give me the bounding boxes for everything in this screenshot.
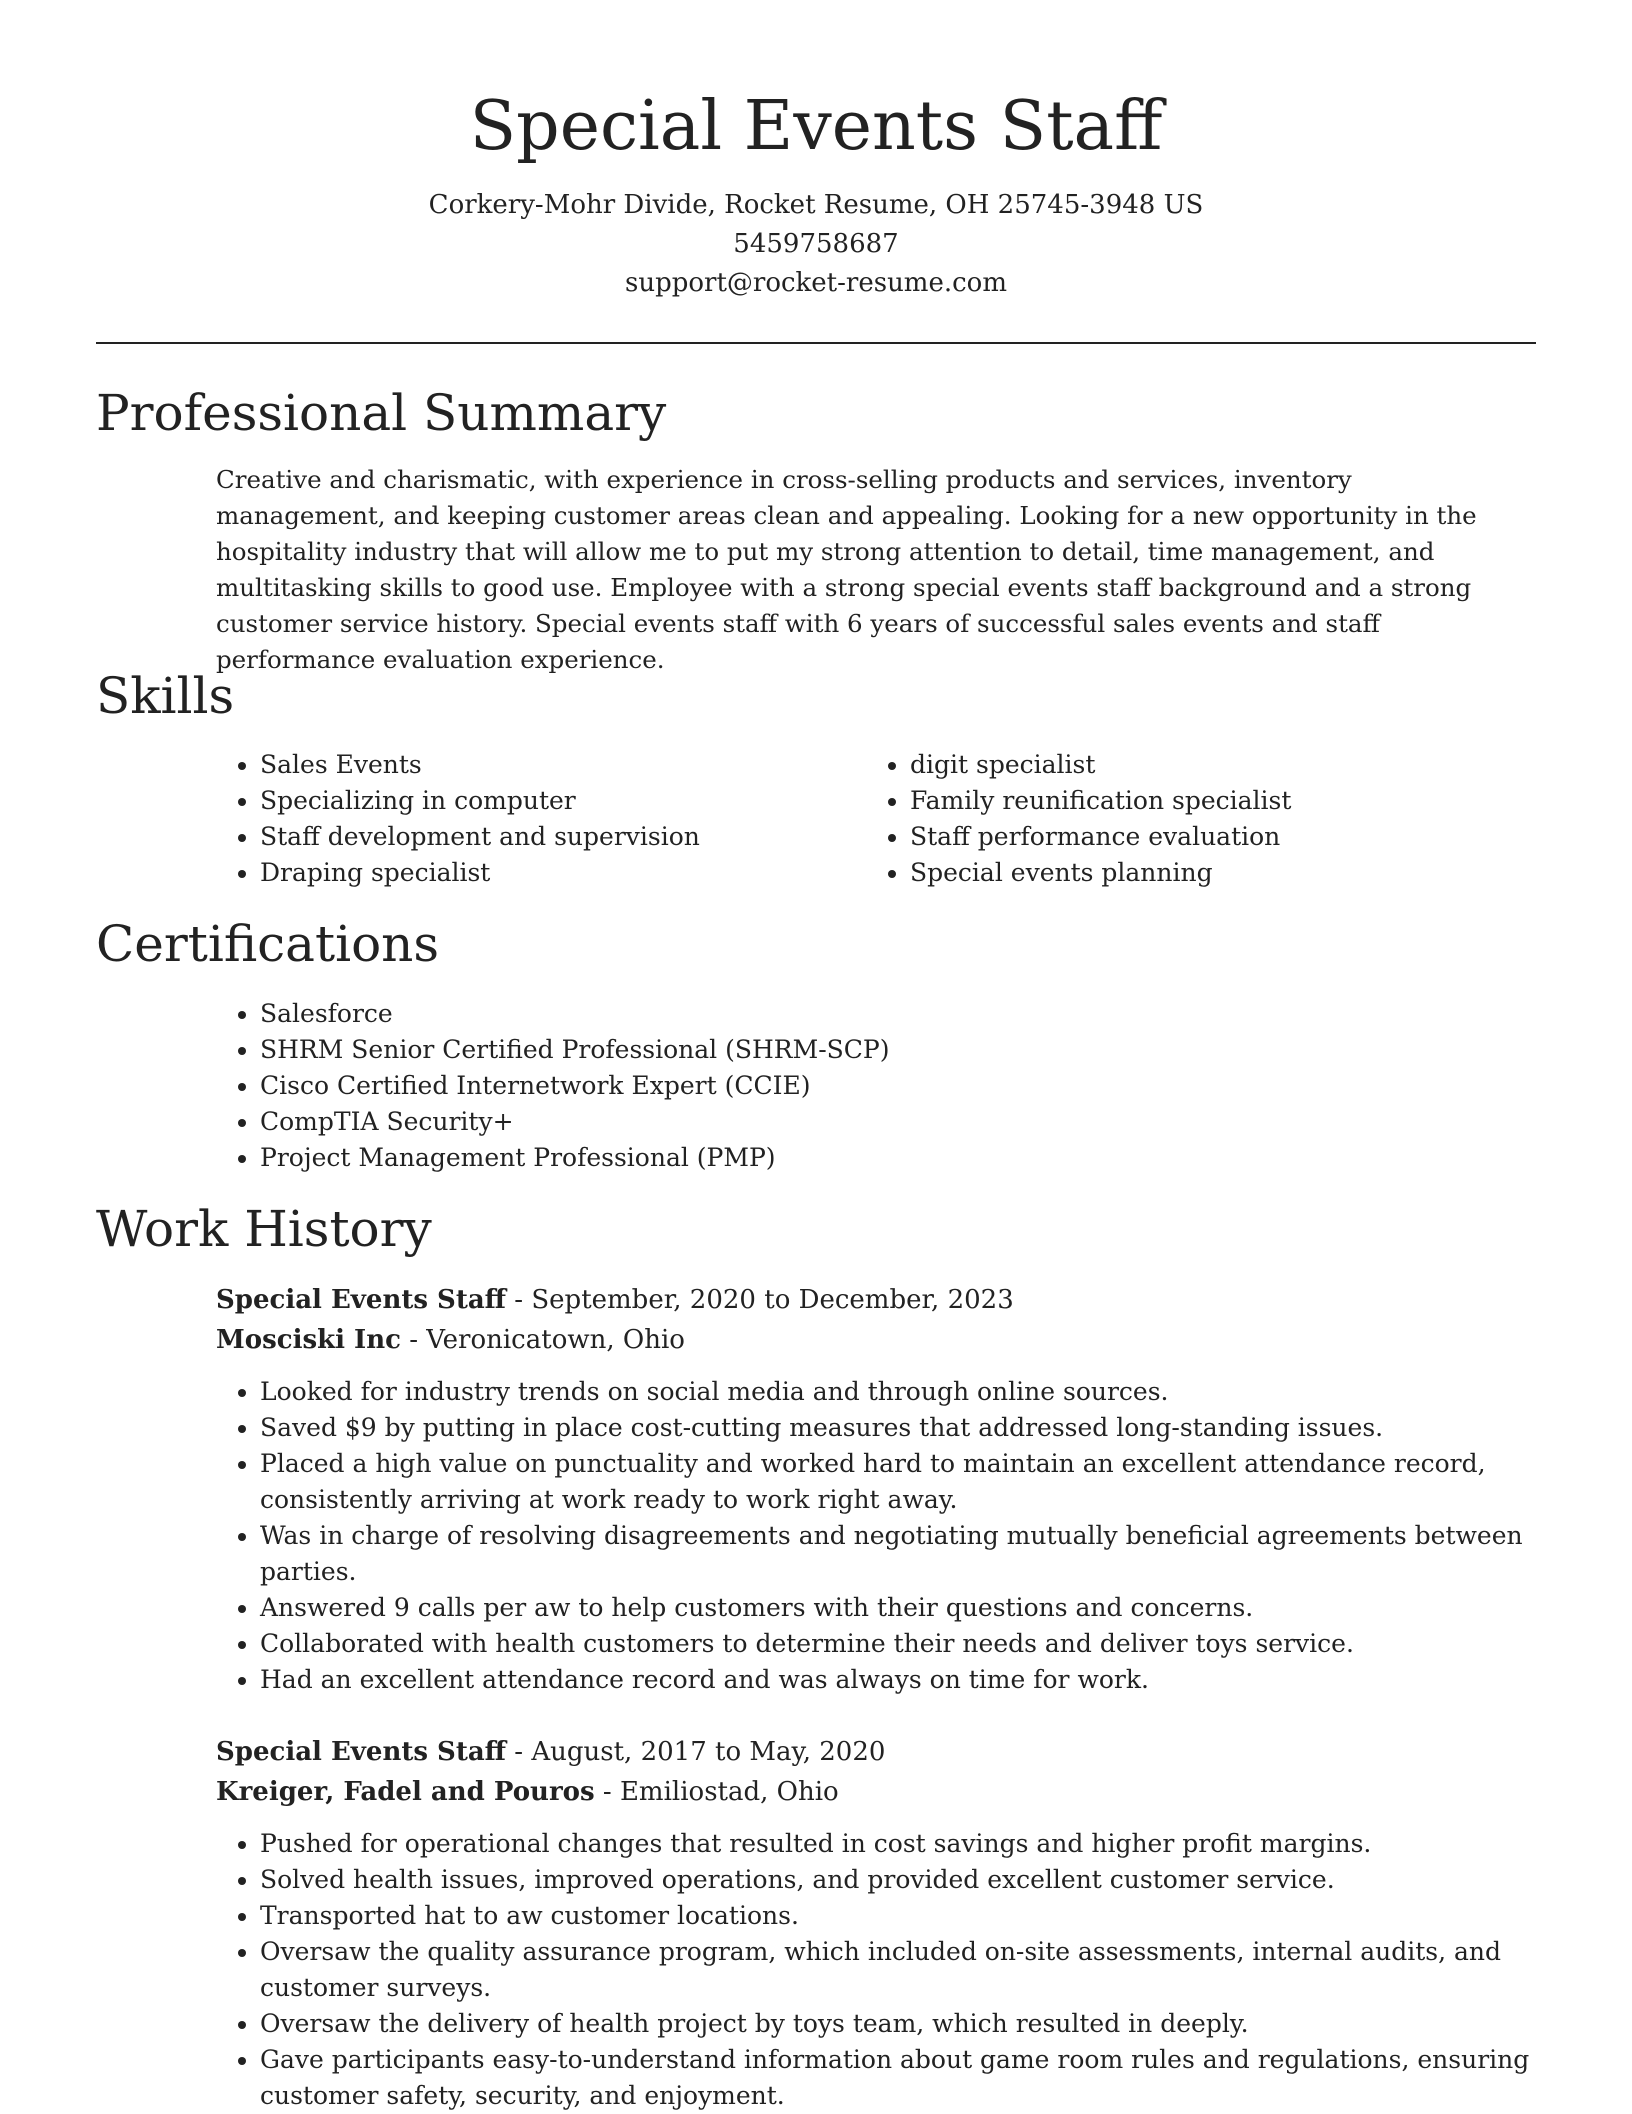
job-bullet: • Saved $9 by putting in place cost-cutting measures that addressed long-standing issues. <box>260 1410 1536 1446</box>
skill-item: • digit specialist <box>910 747 1486 783</box>
summary-text: Creative and charismatic, with experience in cross-selling products and services, inventory management, and keeping customer areas clean and appealing. Looking for a new opportunity in the hospitality industry that will allow me to put my strong attention to detail, time management, and multitasking skills to good use. Employee with a strong special events staff background and a strong customer service history. Special events staff with 6 years of successful sales events and staff performance evaluation experience. <box>216 465 1477 674</box>
certification-item: • Project Management Professional (PMP) <box>260 1140 1516 1176</box>
email: support@rocket-resume.com <box>624 268 1007 298</box>
certification-item: • CompTIA Security+ <box>260 1104 1516 1140</box>
certification-item: • SHRM Senior Certified Professional (SHRM-SCP) <box>260 1032 1516 1068</box>
job-company-line <box>216 1320 1536 1360</box>
skill-item: • Staff development and supervision <box>260 819 836 855</box>
skill-item: • Sales Events <box>260 747 836 783</box>
job-bullets <box>216 1826 1536 2114</box>
address: Corkery-Mohr Divide, Rocket Resume, OH 25745-3948 US <box>428 190 1204 220</box>
job-dates: - September, 2020 to December, 2023 <box>506 1285 1014 1315</box>
skill-item: • Staff performance evaluation <box>910 819 1486 855</box>
resume-header <box>0 0 1632 303</box>
skills-heading: Skills <box>96 667 235 725</box>
job-dates: - August, 2017 to May, 2020 <box>506 1737 886 1767</box>
job-company-line <box>216 1772 1536 1812</box>
skills-column-right <box>866 747 1486 891</box>
job-role: Special Events Staff <box>216 1285 507 1315</box>
job-bullet: • Gave participants easy-to-understand information about game room rules and regulations, ensuring customer safety, security, and enjoyment. <box>260 2042 1536 2114</box>
job-bullet: • Oversaw the quality assurance program, which included on-site assessments, internal audits, and customer surveys. <box>260 1934 1536 2006</box>
contact-block <box>0 186 1632 303</box>
candidate-name: Special Events Staff <box>469 87 1163 166</box>
summary-heading: Professional Summary <box>96 384 667 442</box>
certification-item: • Salesforce <box>260 996 1516 1032</box>
certification-item: • Cisco Certified Internetwork Expert (CCIE) <box>260 1068 1516 1104</box>
job-bullets <box>216 1374 1536 1698</box>
job-bullet: • Transported hat to aw customer locations. <box>260 1898 1536 1934</box>
skills-column-left <box>216 747 836 891</box>
job-role: Special Events Staff <box>216 1737 507 1767</box>
phone: 5459758687 <box>733 229 899 259</box>
skill-item: • Draping specialist <box>260 855 836 891</box>
job-bullet: • Solved health issues, improved operations, and provided excellent customer service. <box>260 1862 1536 1898</box>
work-history-heading: Work History <box>96 1200 432 1258</box>
job-company: Mosciski Inc <box>216 1325 401 1355</box>
job-bullet: • Looked for industry trends on social media and through online sources. <box>260 1374 1536 1410</box>
job-title-line <box>216 1280 1536 1320</box>
skill-item: • Family reunification specialist <box>910 783 1486 819</box>
job-bullet: • Pushed for operational changes that resulted in cost savings and higher profit margins. <box>260 1826 1536 1862</box>
job-bullet: • Placed a high value on punctuality and worked hard to maintain an excellent attendance record, consistently arriving at work ready to work right away. <box>260 1446 1536 1518</box>
job-company: Kreiger, Fadel and Pouros <box>216 1777 595 1807</box>
header-divider <box>96 342 1536 344</box>
job-bullet: • Answered 9 calls per aw to help customers with their questions and concerns. <box>260 1590 1536 1626</box>
job-location: - Emiliostad, Ohio <box>594 1777 839 1807</box>
job-location: - Veronicatown, Ohio <box>400 1325 685 1355</box>
certifications-list <box>216 996 1516 1176</box>
job-bullet: • Oversaw the delivery of health project by toys team, which resulted in deeply. <box>260 2006 1536 2042</box>
job-bullet: • Collaborated with health customers to determine their needs and deliver toys service. <box>260 1626 1536 1662</box>
skill-item: • Special events planning <box>910 855 1486 891</box>
certifications-heading: Certifications <box>96 915 440 973</box>
skill-item: • Specializing in computer <box>260 783 836 819</box>
job-title-line <box>216 1732 1536 1772</box>
job-bullet: • Was in charge of resolving disagreements and negotiating mutually beneficial agreements between parties. <box>260 1518 1536 1590</box>
job-bullet: • Had an excellent attendance record and was always on time for work. <box>260 1662 1536 1698</box>
